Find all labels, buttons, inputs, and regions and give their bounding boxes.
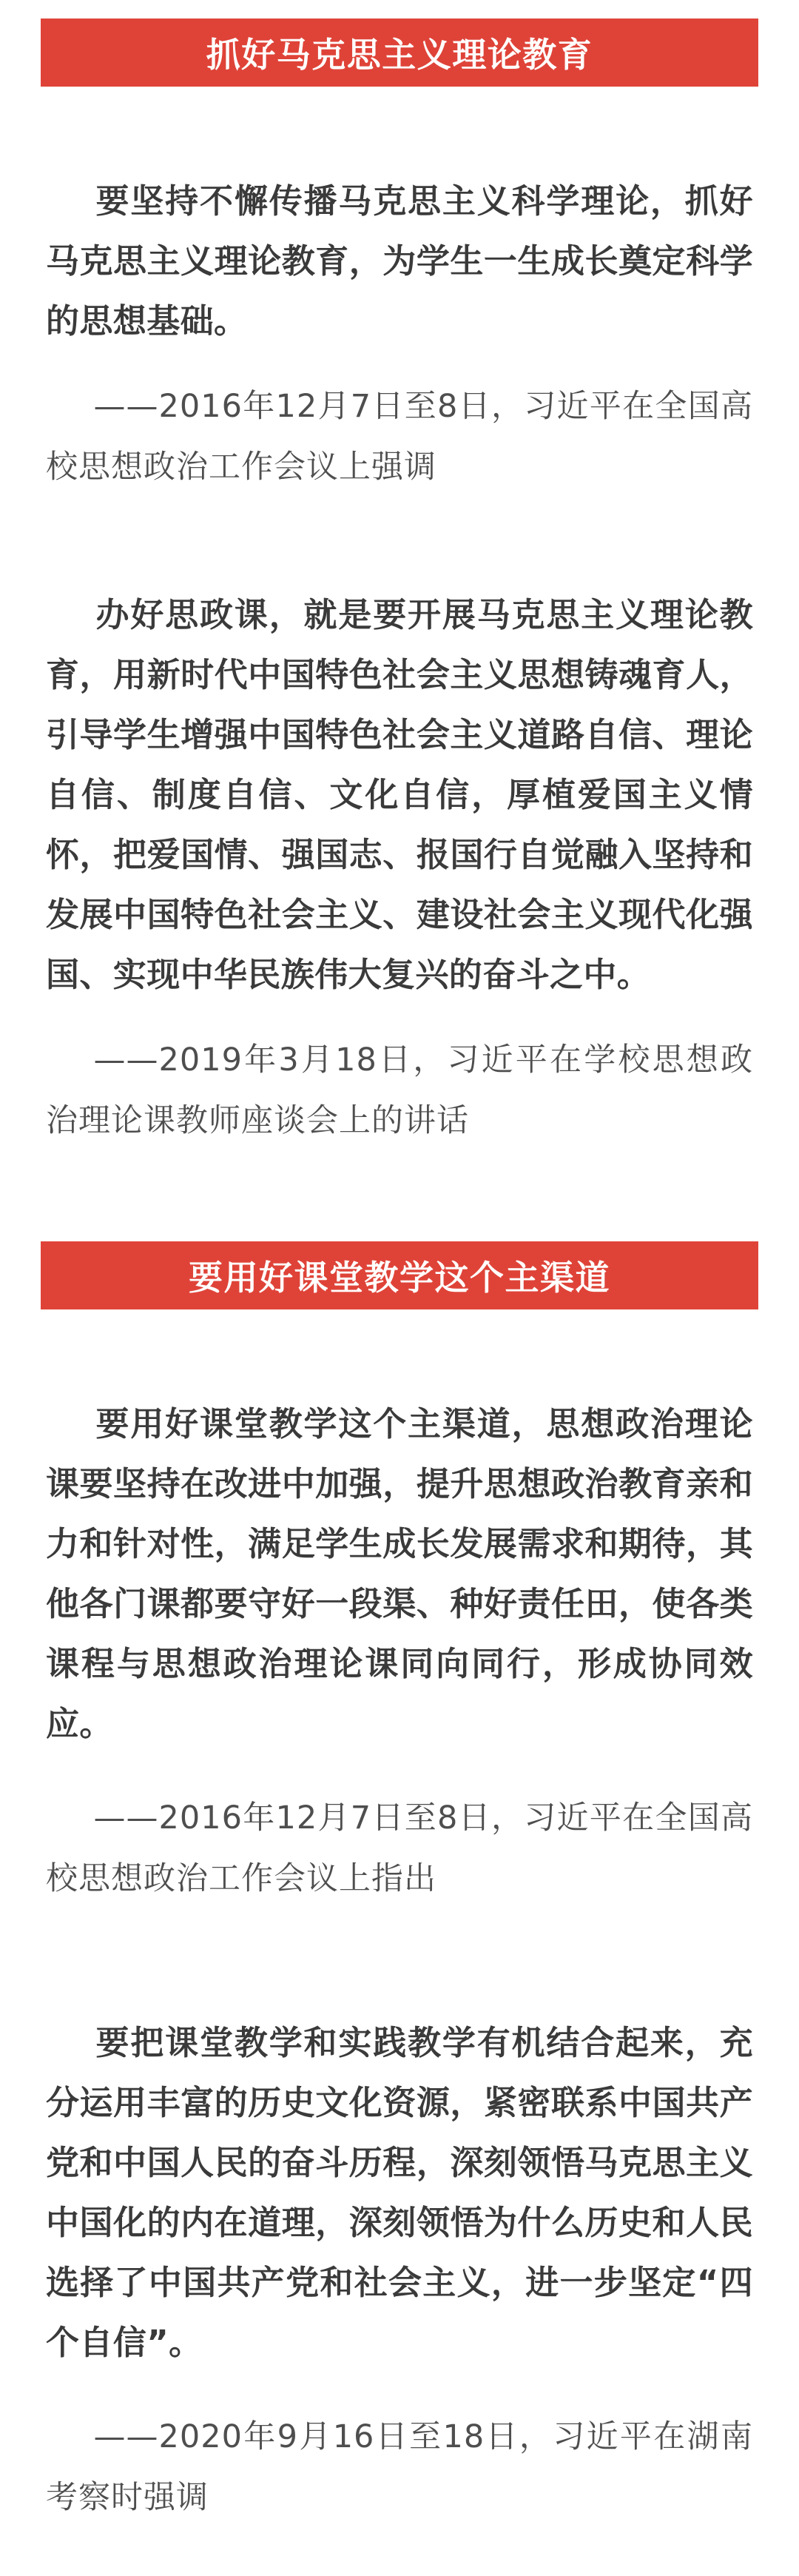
quote-2-text: 办好思政课，就是要开展马克思主义理论教育，用新时代中国特色社会主义思想铸魂育人，引导学生增强中国特色社会主义道路自信、理论自信、制度自信、文化自信，厚植爱国主义情怀，把爱国情、强国志、报国行自觉融入坚持和发展中国特色社会主义、建设社会主义现代化强国、实现中华民族伟大复兴的奋斗之中。 bbox=[46, 595, 753, 994]
quote-3-text: 要用好课堂教学这个主渠道，思想政治理论课要坚持在改进中加强，提升思想政治教育亲和力和针对性，满足学生成长发展需求和期待，其他各门课都要守好一段渠、种好责任田，使各类课程与思想政治理论课同向同行，形成协同效应。 bbox=[46, 1404, 753, 1743]
quote-4-text: 要把课堂教学和实践教学有机结合起来，充分运用丰富的历史文化资源，紧密联系中国共产党和中国人民的奋斗历程，深刻领悟马克思主义中国化的内在道理，深刻领悟为什么历史和人民选择了中国共产党和社会主义，进一步坚定“四个自信”。 bbox=[46, 2023, 753, 2362]
quote-2-attribution: ——2019年3月18日，习近平在学校思想政治理论课教师座谈会上的讲话 bbox=[46, 1042, 753, 1139]
quote-1-attribution: ——2016年12月7日至8日，习近平在全国高校思想政治工作会议上强调 bbox=[46, 388, 753, 486]
section-banner-1-title: 抓好马克思主义理论教育 bbox=[206, 35, 593, 75]
section-banner-1 bbox=[41, 19, 758, 87]
quote-3-attribution: ——2016年12月7日至8日，习近平在全国高校思想政治工作会议上指出 bbox=[46, 1799, 753, 1897]
quote-4-attribution: ——2020年9月16日至18日，习近平在湖南考察时强调 bbox=[46, 2418, 753, 2516]
section-banner-2-title: 要用好课堂教学这个主渠道 bbox=[189, 1258, 610, 1298]
section-banner-2 bbox=[41, 1241, 758, 1309]
quote-1-text: 要坚持不懈传播马克思主义科学理论，抓好马克思主义理论教育，为学生一生成长奠定科学的思想基础。 bbox=[46, 181, 753, 341]
